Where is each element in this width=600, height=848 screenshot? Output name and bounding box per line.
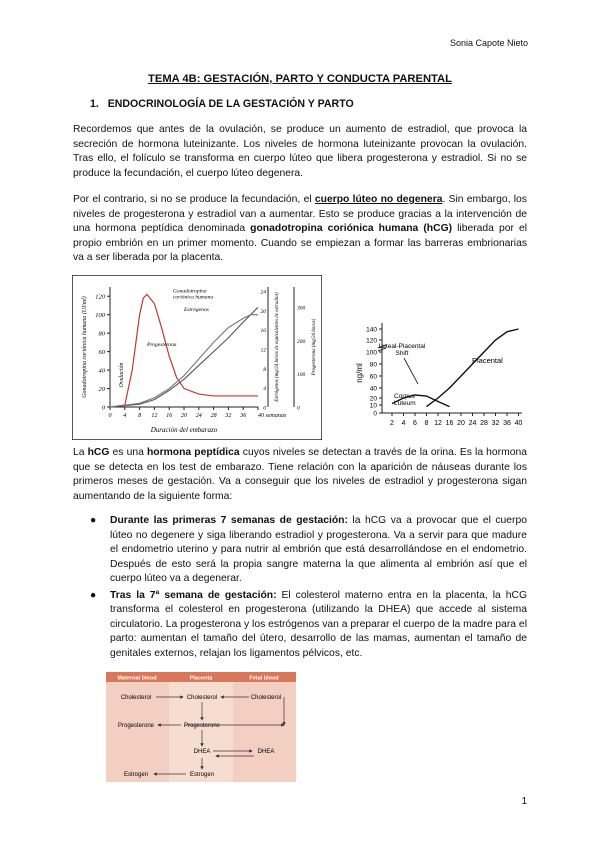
x-tick-label: 8	[424, 420, 429, 427]
bullet-list	[90, 514, 527, 663]
paragraph-1-text: Recordemos que antes de la ovulación, se produce un aumento de estradiol, que provoca la secreción de hormona luteinizante. Los niveles de hormona luteinizante provocan la ovulación. Tras ello, el folículo se transforma en cuerpo lúteo que libera progesterona y estradiol. Si no se produce la fecundación, el cuerpo lúteo degenera.	[73, 124, 527, 179]
right1-tick-label: 12	[260, 347, 266, 354]
steroid-diagram	[106, 672, 296, 782]
p2-a: Por el contrario, si no se produce la fecundación, el	[73, 194, 315, 205]
node-estrogen-m: Estrogen	[123, 772, 149, 778]
paragraph-3	[73, 446, 527, 504]
p2-d: gonadotropina coriónica humana (hCG)	[250, 223, 453, 234]
header-author: Sonia Capote Nieto	[449, 38, 528, 48]
x-tick-label: 4	[123, 413, 127, 419]
right2-tick-label: 300	[297, 305, 306, 312]
x-tick-label: 28	[480, 420, 488, 427]
y-tick-label: 40	[369, 385, 377, 393]
fetal-column	[233, 672, 296, 782]
p2-b: cuerpo lúteo no degenera	[314, 194, 443, 205]
p3-d: hormona peptídica	[146, 447, 240, 458]
y-tick-label: 100	[95, 312, 105, 320]
x-tick-label: 8	[138, 413, 142, 419]
right2-tick-label: 0	[297, 405, 300, 412]
node-progesterone-m: Progesterone	[117, 723, 155, 729]
y-tick-label: 10	[369, 402, 377, 410]
x-tick-label: 6	[413, 420, 417, 427]
page-title: TEMA 4B: GESTACIÓN, PARTO Y CONDUCTA PARENTAL	[148, 73, 452, 85]
x-tick-label: 4	[401, 420, 406, 427]
series-label: Estrógenos	[184, 307, 209, 313]
bullet-2-text: El colesterol materno entra en la placenta, la hCG transforma el colesterol en progesterona (utilizando la DHEA) que accede al sistema circulatorio. La progesterona y los estrógenos van a preparar el cuerpo de la madre para el parto: aumentan el tamaño del útero, desarrollo de las mamas, aumentan el tamaño de genitales externos, relajan los ligamentos pélvicos, etc.	[110, 589, 527, 659]
section-heading	[90, 98, 354, 110]
right2-axis-label: Progesterona (mg/24 horas)	[312, 318, 317, 376]
right1-tick-label: 4	[263, 386, 266, 393]
series-label: coriónica humana	[172, 294, 214, 301]
series-label: Gonadotropina	[172, 288, 207, 295]
x-tick-label: 24	[195, 413, 202, 419]
luteal-placental-chart-svg	[332, 318, 527, 435]
right2-tick-label: 100	[297, 372, 306, 379]
paragraph-2	[73, 193, 527, 266]
series-label: Luteum	[394, 400, 416, 407]
bullet-dot-icon: ●	[90, 589, 97, 601]
y-tick-label: 60	[98, 349, 105, 357]
x-tick-label: 40 semanas	[258, 413, 287, 419]
x-axis-label: Duración del embarazo	[150, 426, 218, 434]
hormone-chart-svg	[72, 275, 322, 440]
bullet-dot-icon: ●	[90, 515, 97, 526]
x-tick-label: 28	[210, 413, 217, 419]
y-axis-label: ng/ml	[355, 363, 364, 383]
right1-tick-label: 24	[260, 289, 266, 296]
right1-tick-label: 0	[263, 405, 266, 412]
col-fetal: Fetal blood	[249, 675, 279, 682]
series-line	[427, 329, 519, 407]
section-number: 1.	[90, 98, 99, 110]
steroid-diagram-svg	[106, 672, 296, 782]
node-dhea-f: DHEA	[257, 749, 275, 755]
col-placenta: Placenta	[189, 675, 213, 682]
x-tick-label: 40	[514, 420, 523, 427]
y-tick-label: 0	[373, 410, 377, 418]
y-tick-label: 120	[366, 337, 377, 345]
node-cholesterol-f: Cholesterol	[250, 695, 282, 701]
x-tick-label: 32	[491, 420, 500, 427]
y-tick-label: 120	[95, 293, 105, 301]
x-tick-label: 32	[225, 413, 232, 419]
bullet-1-text: la hCG va a provocar que el cuerpo lúteo no degenere y siga liberando estradiol y progesterona. Va a servir para que madure el endometrio uterino y para nutrir al embrión que está desarrollándose en el endometrio. Después de esto será la propia sangre materna la que alimenta al embrión así que el cuerpo lúteo va a degenerar.	[110, 515, 527, 584]
page-number: 1	[521, 796, 527, 807]
p2-e: liberada por el propio embrión en un primer momento. Cuando se empiezan a formar las barreras embrionarias va a ser liberada por la placenta.	[73, 223, 527, 263]
x-tick-label: 0	[108, 413, 112, 419]
y-axis-label: Gonadotropina coriónica humana (UI/ml)	[82, 296, 88, 398]
node-cholesterol-m: Cholesterol	[120, 695, 152, 701]
annotation-label: Luteal-Placental	[378, 343, 426, 350]
right1-tick-label: 20	[260, 308, 266, 315]
annotation-pointer	[404, 358, 418, 384]
bullet-item	[90, 589, 527, 662]
right2-tick-label: 200	[297, 338, 306, 345]
x-tick-label: 24	[468, 420, 477, 427]
p3-a: La	[73, 447, 88, 458]
y-tick-label: 80	[98, 330, 105, 338]
y-tick-label: 60	[369, 373, 377, 381]
p2-c: . Sin embargo, los niveles de progesterona y estradiol van a aumentar. Esto se produce gracias a la intervención de una hormona peptídica denominada	[73, 194, 527, 234]
y-tick-label: 80	[369, 361, 377, 369]
annotation-ovulation: Ovulación	[118, 362, 125, 388]
y-tick-label: 40	[98, 367, 105, 375]
right1-axis-label: Estrógenos (mg/24 horas de equivalentes de estradiol)	[275, 292, 280, 402]
x-tick-label: 16	[166, 413, 173, 419]
x-tick-label: 20	[181, 413, 187, 419]
right1-tick-label: 16	[260, 328, 266, 335]
y-tick-label: 0	[101, 404, 105, 412]
y-tick-label: 140	[366, 326, 377, 334]
section-title: ENDOCRINOLOGÍA DE LA GESTACIÓN Y PARTO	[107, 98, 354, 110]
node-estrogen-p: Estrogen	[189, 772, 215, 778]
node-progesterone-p: Progesterone	[183, 723, 221, 729]
node-cholesterol-p: Cholesterol	[186, 695, 218, 701]
x-tick-label: 2	[390, 420, 394, 427]
y-tick-label: 20	[369, 395, 377, 403]
x-tick-label: 12	[434, 420, 442, 427]
y-tick-label: 100	[366, 349, 377, 357]
p3-c: es una	[109, 447, 147, 458]
x-tick-label: 36	[240, 413, 247, 419]
y-tick-label: 20	[98, 386, 105, 394]
series-label: Placental	[472, 356, 503, 365]
col-maternal: Maternal blood	[117, 675, 157, 682]
luteal-placental-chart	[332, 318, 527, 435]
series-label: Progesterona	[147, 342, 177, 349]
p3-b: hCG	[87, 447, 110, 458]
node-dhea-p: DHEA	[193, 749, 211, 755]
annotation-label: Shift	[395, 350, 409, 357]
x-tick-label: 20	[457, 420, 465, 427]
x-tick-label: 12	[151, 413, 158, 419]
x-tick-label: 16	[445, 420, 454, 427]
bullet-2-bold: Tras la 7ª semana de gestación:	[110, 589, 277, 601]
right1-tick-label: 8	[263, 366, 266, 373]
series-label: Corpus	[394, 393, 415, 400]
bullet-1-bold: Durante las primeras 7 semanas de gestación:	[110, 515, 348, 526]
paragraph-1	[73, 123, 527, 181]
p3-e: cuyos niveles se detectan a través de la orina. Es la hormona que se detecta en los test de embarazo. Tiene relación con la aparición de náuseas durante los primeros meses de gestación. Va a conseguir que los niveles de estradiol y progesterona sigan aumentando de la siguiente forma:	[73, 447, 527, 502]
hormone-chart	[72, 275, 322, 440]
x-tick-label: 36	[503, 420, 511, 427]
bullet-item	[90, 514, 527, 587]
